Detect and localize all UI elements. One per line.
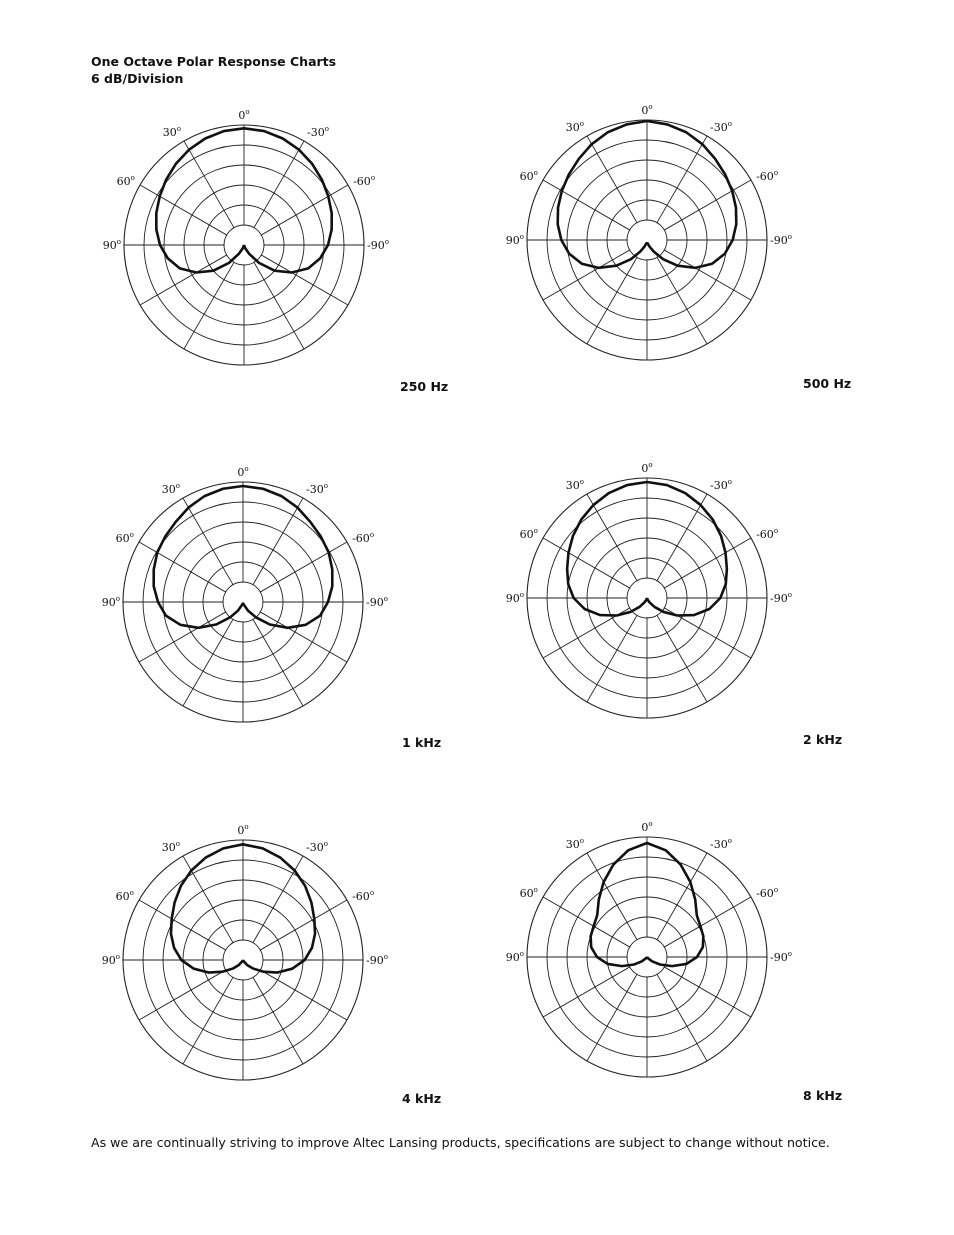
polar-angle-label: -30$^o$ [710, 477, 732, 492]
polar-angle-label: 30$^o$ [162, 124, 181, 139]
polar-angle-label: 30$^o$ [161, 481, 180, 496]
polar-chart-4 [102, 823, 441, 1106]
polar-chart-5 [506, 820, 842, 1103]
polar-angle-label: 0$^o$ [641, 820, 653, 834]
polar-angle-label: 60$^o$ [116, 174, 135, 188]
frequency-label: 4 kHz [402, 1091, 442, 1106]
polar-angle-label: 90$^o$ [505, 591, 524, 605]
polar-angle-label: 60$^o$ [115, 531, 134, 545]
polar-angle-label: 60$^o$ [519, 886, 538, 900]
polar-angle-label: -60$^o$ [756, 169, 779, 183]
polar-angle-label: -60$^o$ [353, 174, 376, 188]
polar-ring [627, 220, 667, 260]
polar-angle-label: 90$^o$ [505, 950, 524, 964]
polar-angle-label: 30$^o$ [565, 836, 584, 851]
polar-angle-label: -30$^o$ [306, 481, 328, 496]
polar-angle-label: -90$^o$ [770, 233, 792, 247]
polar-angle-label: -60$^o$ [352, 889, 375, 903]
polar-angle-label: 0$^o$ [238, 108, 250, 122]
frequency-label: 250 Hz [400, 379, 449, 394]
polar-angle-label: 0$^o$ [237, 823, 249, 837]
polar-angle-label: 90$^o$ [101, 595, 120, 609]
polar-angle-label: -90$^o$ [367, 238, 389, 252]
polar-angle-label: 30$^o$ [161, 839, 180, 854]
polar-ring [223, 582, 263, 622]
polar-angle-label: -60$^o$ [756, 527, 779, 541]
polar-angle-label: -90$^o$ [366, 953, 388, 967]
polar-angle-label: -90$^o$ [366, 595, 388, 609]
frequency-label: 1 kHz [402, 735, 442, 750]
footer-note: As we are continually striving to improve Altec Lansing products, specifications are subject to change without notice. [91, 1135, 830, 1150]
frequency-label: 8 kHz [803, 1088, 843, 1103]
page-title-line1: One Octave Polar Response Charts [91, 54, 337, 69]
polar-angle-label: -30$^o$ [710, 836, 732, 851]
polar-angle-label: 30$^o$ [565, 119, 584, 134]
polar-angle-label: -60$^o$ [756, 886, 779, 900]
polar-angle-label: -60$^o$ [352, 531, 375, 545]
polar-angle-label: -90$^o$ [770, 950, 792, 964]
frequency-label: 2 kHz [803, 732, 843, 747]
polar-angle-label: 90$^o$ [101, 953, 120, 967]
polar-chart-3 [506, 461, 842, 747]
polar-angle-label: 60$^o$ [115, 889, 134, 903]
polar-chart-2 [102, 465, 441, 750]
polar-angle-label: 0$^o$ [641, 103, 653, 117]
polar-angle-label: 30$^o$ [565, 477, 584, 492]
polar-angle-label: 0$^o$ [237, 465, 249, 479]
polar-angle-label: -30$^o$ [306, 839, 328, 854]
polar-chart-1 [506, 103, 851, 391]
frequency-label: 500 Hz [803, 376, 852, 391]
page-title-line2: 6 dB/Division [91, 71, 184, 86]
polar-angle-label: 90$^o$ [505, 233, 524, 247]
polar-angle-label: 0$^o$ [641, 461, 653, 475]
polar-angle-label: -90$^o$ [770, 591, 792, 605]
polar-angle-label: -30$^o$ [307, 124, 329, 139]
polar-angle-label: 60$^o$ [519, 169, 538, 183]
polar-angle-label: 60$^o$ [519, 527, 538, 541]
polar-angle-label: -30$^o$ [710, 119, 732, 134]
polar-angle-label: 90$^o$ [102, 238, 121, 252]
polar-chart-0 [103, 108, 448, 394]
